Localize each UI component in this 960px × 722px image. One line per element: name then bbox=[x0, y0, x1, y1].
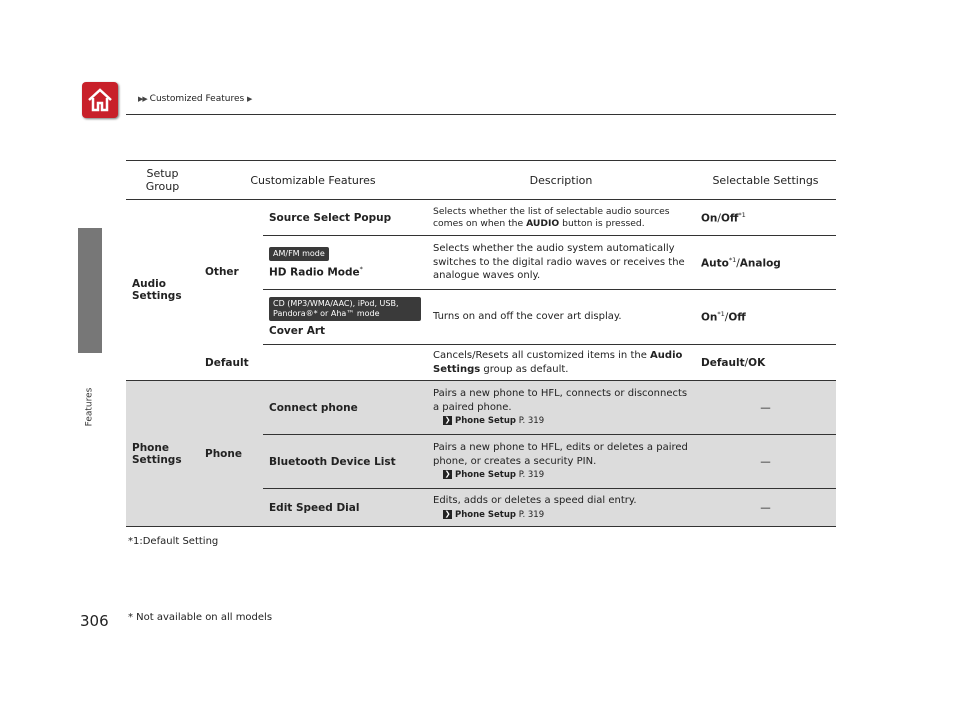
breadcrumb-arrow-icon: ▶▶ bbox=[138, 95, 147, 103]
header-divider bbox=[126, 114, 836, 115]
subgroup-default: Default bbox=[199, 345, 427, 381]
table-row bbox=[126, 200, 836, 236]
reference-arrow-icon: ❯ bbox=[444, 509, 451, 518]
header-customizable-features: Customizable Features bbox=[199, 161, 427, 200]
table-row bbox=[126, 381, 836, 435]
page-number: 306 bbox=[80, 612, 109, 630]
breadcrumb[interactable] bbox=[138, 94, 251, 104]
group-phone-settings: Phone Settings bbox=[126, 381, 199, 527]
cross-reference-link[interactable]: ❯ Phone Setup P. 319 bbox=[444, 416, 545, 427]
setting: On$^{*1}$/Off bbox=[695, 290, 836, 345]
description: Edits, adds or deletes a speed dial entry. ❯ Phone Setup P. 319 bbox=[427, 489, 695, 527]
table-row bbox=[126, 345, 836, 381]
side-tab-marker bbox=[78, 228, 102, 353]
home-button[interactable] bbox=[82, 82, 118, 118]
feature-bluetooth-device-list: Bluetooth Device List bbox=[263, 435, 427, 489]
setting: — bbox=[695, 489, 836, 527]
reference-arrow-icon: ❯ bbox=[444, 416, 451, 425]
breadcrumb-label: Customized Features bbox=[149, 94, 245, 104]
home-icon bbox=[87, 88, 113, 112]
description: Pairs a new phone to HFL, edits or deletes a paired phone, or creates a security PIN. ❯ Phone Setup P. 319 bbox=[427, 435, 695, 489]
mode-badge: CD (MP3/WMA/AAC), iPod, USB, Pandora®* or Aha™ mode bbox=[269, 297, 421, 321]
cross-reference-link[interactable]: ❯ Phone Setup P. 319 bbox=[444, 509, 545, 520]
setting: On/Off$^{*1}$ bbox=[695, 200, 836, 236]
mode-badge: AM/FM mode bbox=[269, 247, 329, 261]
customized-features-table bbox=[126, 160, 836, 527]
setting: — bbox=[695, 381, 836, 435]
description: Selects whether the list of selectable audio sources comes on when the AUDIO button is pressed. bbox=[427, 200, 695, 236]
description: Turns on and off the cover art display. bbox=[427, 290, 695, 345]
cross-reference-link[interactable]: ❯ Phone Setup P. 319 bbox=[444, 470, 545, 481]
header-setup-group: Setup Group bbox=[126, 161, 199, 200]
footnote: * Not available on all models bbox=[128, 612, 273, 623]
feature-edit-speed-dial: Edit Speed Dial bbox=[263, 489, 427, 527]
group-audio-settings: Audio Settings bbox=[126, 200, 199, 381]
description: Pairs a new phone to HFL, connects or disconnects a paired phone. ❯ Phone Setup P. 319 bbox=[427, 381, 695, 435]
reference-arrow-icon: ❯ bbox=[444, 470, 451, 479]
subgroup-other: Other bbox=[205, 266, 239, 279]
breadcrumb-arrow-icon: ▶ bbox=[247, 95, 252, 103]
default-setting-note: *1:Default Setting bbox=[128, 536, 219, 547]
setting: Auto$^{*1}$/Analog bbox=[695, 236, 836, 290]
subgroup-phone: Phone bbox=[199, 381, 263, 527]
description: Selects whether the audio system automatically switches to the digital radio waves or receives the analogue waves only. bbox=[427, 236, 695, 290]
header-selectable-settings: Selectable Settings bbox=[695, 161, 836, 200]
table-header-row bbox=[126, 161, 836, 200]
description: Cancels/Resets all customized items in the Audio Settings group as default. bbox=[427, 345, 695, 381]
side-tab-label: Features bbox=[84, 387, 95, 427]
feature-hd-radio-mode: AM/FM mode HD Radio Mode* bbox=[263, 236, 427, 290]
feature-cover-art: CD (MP3/WMA/AAC), iPod, USB, Pandora®* or Aha™ mode Cover Art bbox=[263, 290, 427, 345]
setting: Default/OK bbox=[695, 345, 836, 381]
feature-connect-phone: Connect phone bbox=[263, 381, 427, 435]
setting: — bbox=[695, 435, 836, 489]
header-description: Description bbox=[427, 161, 695, 200]
feature-source-select-popup: Source Select Popup bbox=[263, 200, 427, 236]
